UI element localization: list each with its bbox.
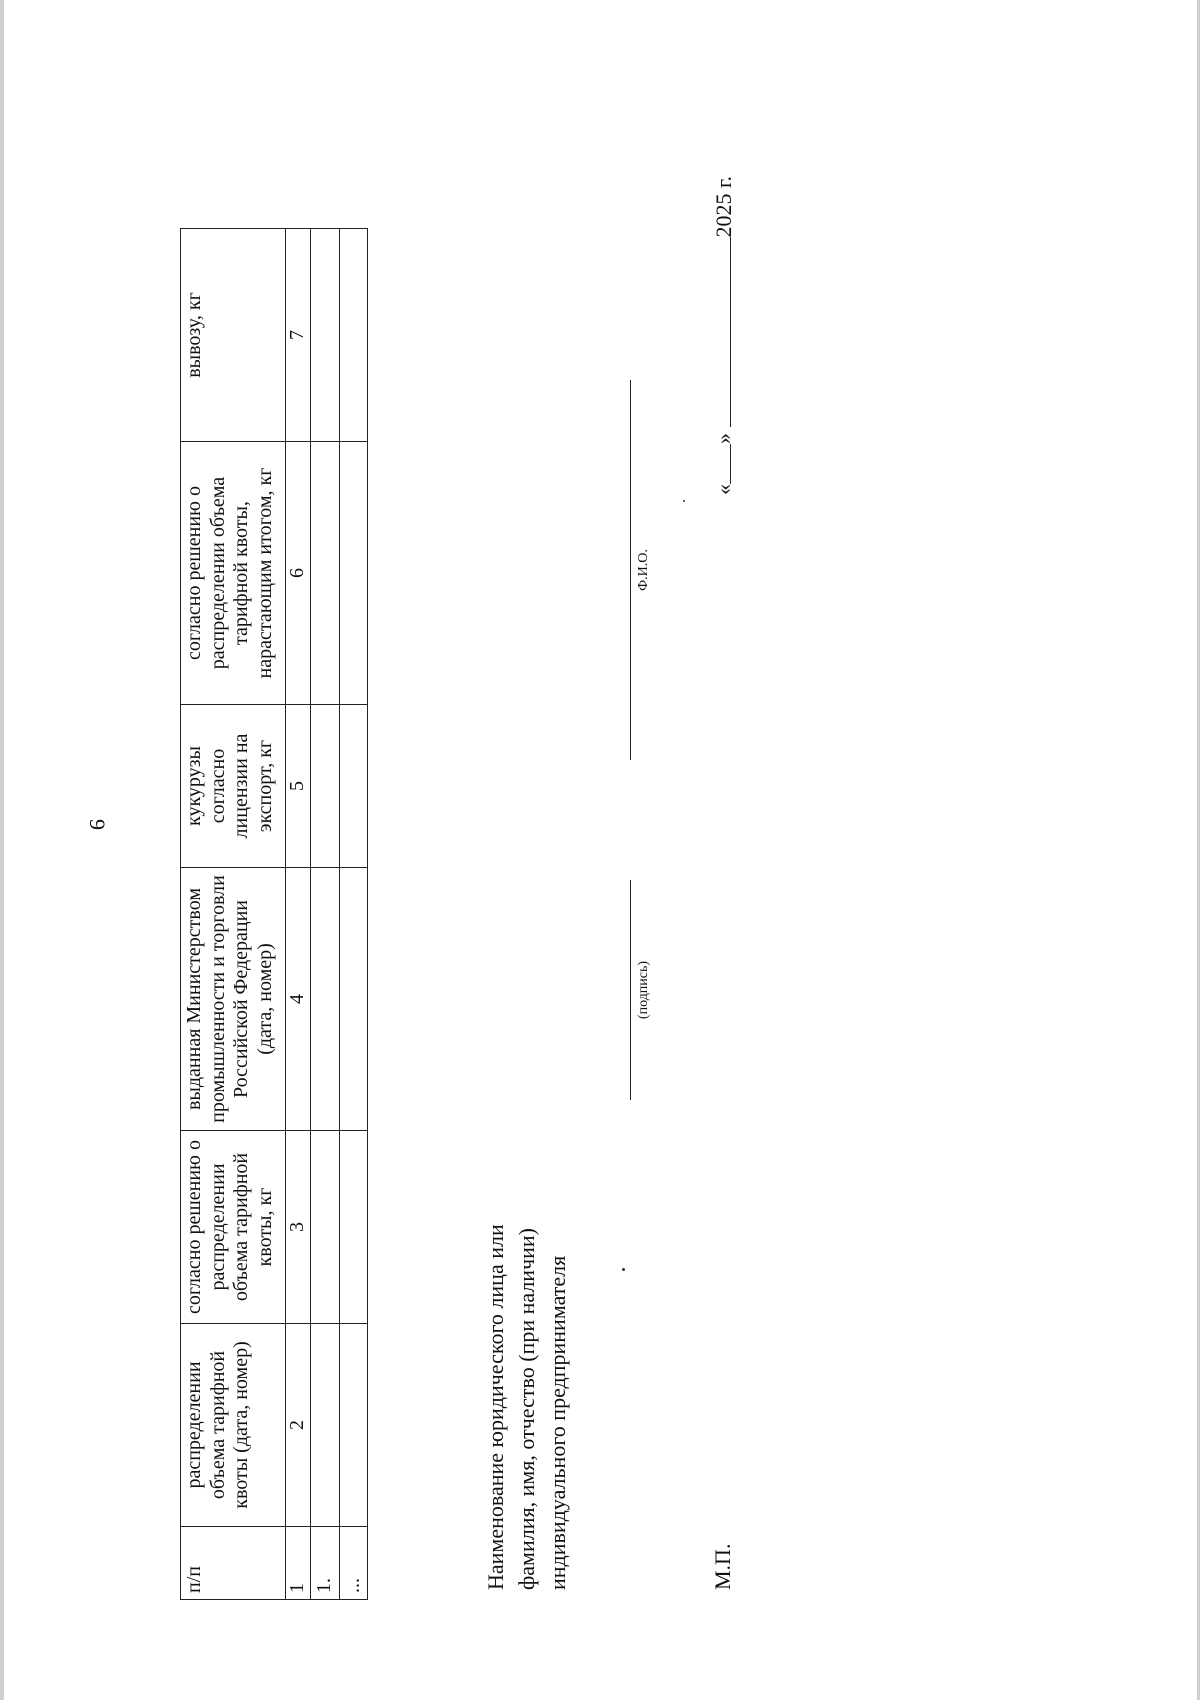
header-cell: вывозу, кг: [181, 229, 286, 442]
row-number-cell: ...: [339, 1527, 368, 1600]
header-cell: кукурузы согласно лицензии на экспорт, кг: [181, 705, 286, 868]
header-cell: распределении объема тарифной квоты (дата, номер): [181, 1324, 286, 1527]
header-cell: согласно решению о распределении объема тарифной квоты, нарастающим итогом, кг: [181, 442, 286, 705]
table-cell: [339, 868, 368, 1131]
document-page: [70, 40, 1130, 1660]
table-cell: [311, 705, 340, 868]
month-blank: [710, 238, 731, 428]
table-cell: [339, 705, 368, 868]
table-row: [339, 229, 368, 1600]
column-number-cell: 1: [286, 1527, 311, 1600]
row-number-cell: 1.: [311, 1527, 340, 1600]
signature-line: [630, 880, 631, 1100]
table-cell: [339, 229, 368, 442]
fio-line: [630, 380, 631, 760]
table-cell: [311, 868, 340, 1131]
report-table: [180, 228, 368, 1600]
fio-caption: Ф.И.О.: [636, 549, 651, 591]
date-open-quote: «: [711, 484, 736, 495]
table-cell: [339, 1324, 368, 1527]
column-number-cell: 7: [286, 229, 311, 442]
column-number-cell: 5: [286, 705, 311, 868]
column-number-cell: 4: [286, 868, 311, 1131]
table-cell: [311, 1324, 340, 1527]
table-cell: [311, 442, 340, 705]
date-line: [710, 176, 737, 495]
date-year: 2025 г.: [711, 175, 736, 238]
scan-left-edge: [0, 0, 4, 1700]
table-row: [311, 229, 340, 1600]
day-blank: [710, 444, 731, 484]
header-cell: п/п: [181, 1527, 286, 1600]
column-number-cell: 2: [286, 1324, 311, 1527]
column-number-cell: 3: [286, 1131, 311, 1324]
table-cell: [311, 1131, 340, 1324]
date-close-quote: »: [711, 433, 736, 444]
table-cell: [339, 442, 368, 705]
signer-name-label: Наименование юридического лица или фамилия, имя, отчество (при наличии) индивидуального предпринимателя: [483, 1224, 571, 1590]
header-cell: согласно решению о распределении объема тарифной квоты, кг: [181, 1131, 286, 1324]
header-cell: выданная Министерством промышленности и торговли Российской Федерации (дата, номер): [181, 868, 286, 1131]
page-number: 9: [85, 819, 110, 830]
table-cell: [311, 229, 340, 442]
table-cell: [339, 1131, 368, 1324]
column-number-row: [286, 229, 311, 1600]
column-number-cell: 6: [286, 442, 311, 705]
table-header-row: [181, 229, 286, 1600]
signature-caption: (подпись): [636, 960, 651, 1020]
stamp-label: М.П.: [710, 1543, 735, 1590]
